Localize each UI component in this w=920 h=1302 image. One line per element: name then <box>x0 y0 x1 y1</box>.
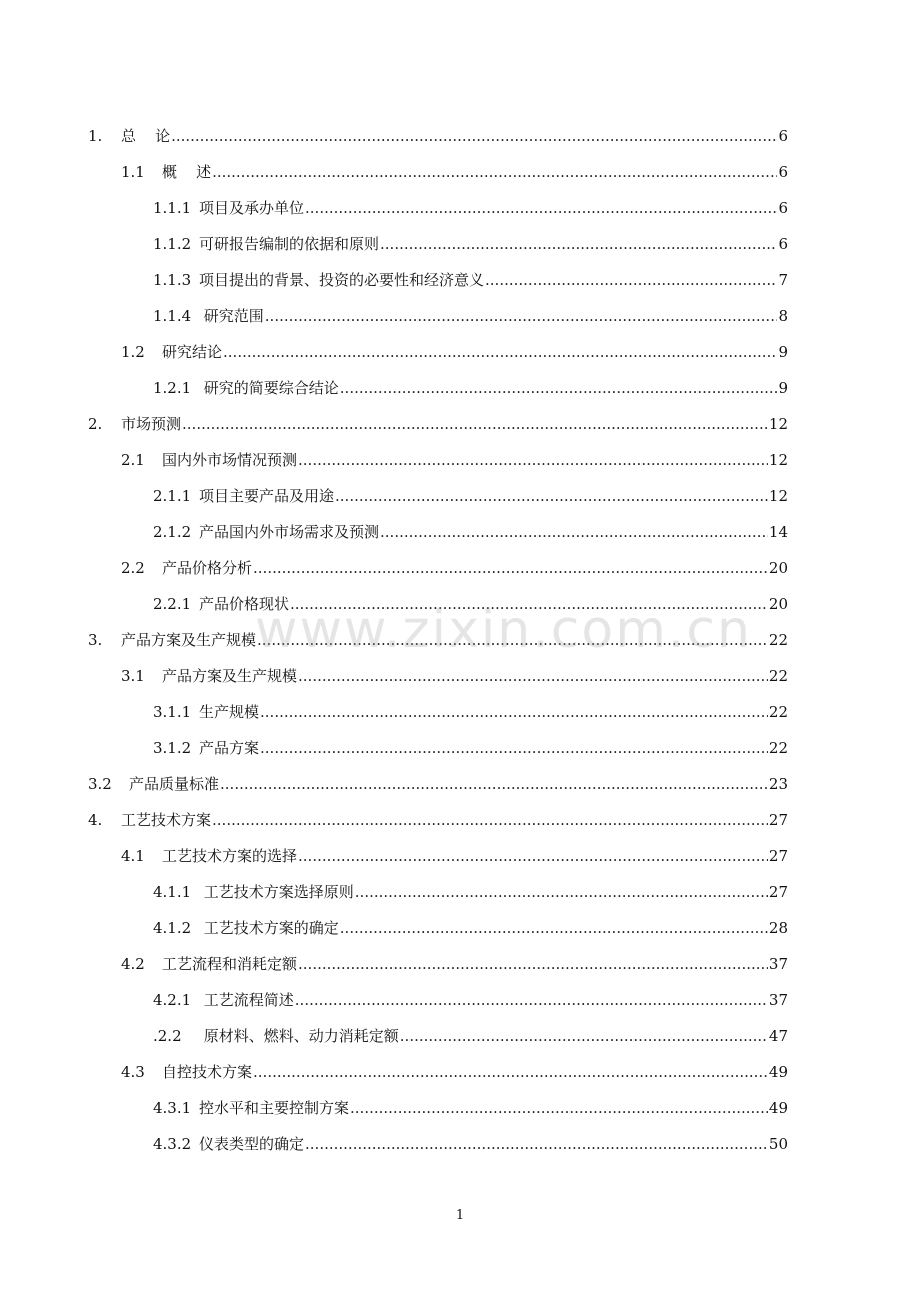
toc-entry-page: 12 <box>768 451 788 469</box>
toc-entry-title: 国内外市场情况预测 <box>162 451 298 469</box>
toc-entry[interactable] <box>153 736 788 760</box>
toc-entry-title: 原材料、燃料、动力消耗定额 <box>199 1027 399 1045</box>
toc-leader-dots <box>253 556 768 580</box>
toc-entry-title: 工艺技术方案的选择 <box>162 847 298 865</box>
toc-entry-page: 6 <box>778 235 788 253</box>
toc-leader-dots <box>257 628 768 652</box>
toc-entry[interactable] <box>153 1096 788 1120</box>
toc-entry-page: 8 <box>778 307 788 325</box>
toc-entry[interactable] <box>153 304 788 328</box>
toc-entry[interactable] <box>88 628 788 652</box>
toc-entry-page: 22 <box>768 739 788 757</box>
toc-entry-title: 产品价格现状 <box>199 595 290 613</box>
toc-entry[interactable] <box>121 160 788 184</box>
toc-entry-number: 1. <box>88 127 103 145</box>
toc-entry-page: 23 <box>768 775 788 793</box>
toc-leader-dots <box>305 1132 768 1156</box>
toc-entry-page: 12 <box>768 415 788 433</box>
toc-leader-dots <box>335 484 768 508</box>
toc-entry[interactable] <box>153 700 788 724</box>
toc-entry-number: 1.2 <box>121 343 145 361</box>
toc-entry-title: 产品质量标准 <box>129 775 220 793</box>
toc-entry-title: 控水平和主要控制方案 <box>199 1099 350 1117</box>
toc-leader-dots <box>340 916 768 940</box>
toc-leader-dots <box>220 772 768 796</box>
toc-entry-number: 3.1 <box>121 667 145 685</box>
toc-entry-number: 3.2 <box>88 775 112 793</box>
toc-entry-page: 22 <box>768 631 788 649</box>
toc-entry-page: 9 <box>778 379 788 397</box>
toc-entry-title: 产品方案 <box>199 739 260 757</box>
toc-entry-number: 4.1.2 <box>153 919 192 937</box>
toc-entry[interactable] <box>153 196 788 220</box>
toc-entry-page: 27 <box>768 883 788 901</box>
toc-leader-dots <box>298 664 768 688</box>
toc-entry-title: 产品国内外市场需求及预测 <box>199 523 380 541</box>
toc-entry-page: 6 <box>778 163 788 181</box>
toc-entry-page: 7 <box>778 271 788 289</box>
toc-entry[interactable] <box>153 1024 788 1048</box>
toc-leader-dots <box>298 844 768 868</box>
toc-leader-dots <box>212 808 768 832</box>
toc-entry-number: 3.1.2 <box>153 739 192 757</box>
toc-entry-number: 4.3.2 <box>153 1135 192 1153</box>
toc-entry-number: 4.3 <box>121 1063 145 1081</box>
toc-entry-number: 4.1.1 <box>153 883 192 901</box>
toc-entry-number: 2.2.1 <box>153 595 192 613</box>
toc-entry-title: 研究结论 <box>162 343 223 361</box>
toc-entry-title: 项目主要产品及用途 <box>199 487 335 505</box>
toc-entry[interactable] <box>121 844 788 868</box>
toc-entry[interactable] <box>121 340 788 364</box>
toc-entry-number: 2. <box>88 415 103 433</box>
toc-entry-number: 1.2.1 <box>153 379 192 397</box>
toc-entry-page: 20 <box>768 595 788 613</box>
toc-entry-page: 27 <box>768 847 788 865</box>
toc-entry-page: 37 <box>768 991 788 1009</box>
toc-entry[interactable] <box>88 772 788 796</box>
toc-leader-dots <box>485 268 777 292</box>
toc-entry[interactable] <box>153 592 788 616</box>
toc-entry[interactable] <box>121 664 788 688</box>
toc-entry-title: 项目提出的背景、投资的必要性和经济意义 <box>199 271 485 289</box>
toc-entry-page: 20 <box>768 559 788 577</box>
toc-entry[interactable] <box>153 880 788 904</box>
toc-entry[interactable] <box>121 448 788 472</box>
toc-entry-number: 1.1.3 <box>153 271 192 289</box>
toc-entry-page: 22 <box>768 667 788 685</box>
toc-entry[interactable] <box>88 808 788 832</box>
toc-leader-dots <box>212 160 777 184</box>
toc-entry-page: 12 <box>768 487 788 505</box>
toc-entry[interactable] <box>153 916 788 940</box>
toc-entry-page: 50 <box>768 1135 788 1153</box>
toc-entry[interactable] <box>153 232 788 256</box>
toc-entry-number: .2.2 <box>153 1027 182 1045</box>
toc-entry-title: 工艺技术方案 <box>121 811 212 829</box>
toc-entry-title: 可研报告编制的依据和原则 <box>199 235 380 253</box>
toc-entry-number: 3.1.1 <box>153 703 192 721</box>
toc-entry-title: 仪表类型的确定 <box>199 1135 305 1153</box>
toc-leader-dots <box>298 952 768 976</box>
toc-entry-number: 2.1 <box>121 451 145 469</box>
toc-entry[interactable] <box>121 1060 788 1084</box>
toc-entry[interactable] <box>153 376 788 400</box>
toc-entry[interactable] <box>121 556 788 580</box>
toc-entry-page: 37 <box>768 955 788 973</box>
toc-entry-page: 49 <box>768 1099 788 1117</box>
toc-entry[interactable] <box>153 520 788 544</box>
toc-entry-title: 产品方案及生产规模 <box>121 631 257 649</box>
toc-entry-number: 2.2 <box>121 559 145 577</box>
toc-entry-title: 产品方案及生产规模 <box>162 667 298 685</box>
toc-leader-dots <box>290 592 768 616</box>
toc-leader-dots <box>260 700 768 724</box>
toc-leader-dots <box>171 124 777 148</box>
toc-entry-title: 项目及承办单位 <box>199 199 305 217</box>
toc-entry-title: 概 述 <box>162 163 212 181</box>
toc-leader-dots <box>295 988 768 1012</box>
toc-entry-number: 2.1.2 <box>153 523 192 541</box>
toc-entry[interactable] <box>88 412 788 436</box>
toc-entry-page: 22 <box>768 703 788 721</box>
toc-entry-title: 研究的简要综合结论 <box>199 379 339 397</box>
toc-leader-dots <box>253 1060 768 1084</box>
toc-entry-page: 14 <box>768 523 788 541</box>
toc-entry-title: 生产规模 <box>199 703 260 721</box>
toc-entry-page: 49 <box>768 1063 788 1081</box>
toc-leader-dots <box>350 1096 768 1120</box>
toc-entry[interactable] <box>88 124 788 148</box>
toc-leader-dots <box>380 232 777 256</box>
toc-entry-title: 工艺技术方案选择原则 <box>199 883 354 901</box>
toc-leader-dots <box>182 412 768 436</box>
toc-entry-number: 1.1.4 <box>153 307 192 325</box>
toc-entry[interactable] <box>121 952 788 976</box>
toc-entry-number: 3. <box>88 631 103 649</box>
toc-entry[interactable] <box>153 268 788 292</box>
toc-leader-dots <box>355 880 768 904</box>
toc-entry-title: 工艺技术方案的确定 <box>199 919 339 937</box>
toc-entry-number: 1.1 <box>121 163 145 181</box>
toc-entry-page: 6 <box>778 199 788 217</box>
toc-leader-dots <box>340 376 778 400</box>
toc-entry-page: 9 <box>778 343 788 361</box>
toc-entry[interactable] <box>153 1132 788 1156</box>
toc-entry-number: 4.2.1 <box>153 991 192 1009</box>
toc-entry-page: 27 <box>768 811 788 829</box>
toc-leader-dots <box>380 520 768 544</box>
toc-entry-number: 2.1.1 <box>153 487 192 505</box>
toc-entry-title: 工艺流程和消耗定额 <box>162 955 298 973</box>
toc-entry-number: 4.1 <box>121 847 145 865</box>
toc-entry-number: 4. <box>88 811 103 829</box>
toc-entry-title: 市场预测 <box>121 415 182 433</box>
toc-leader-dots <box>400 1024 768 1048</box>
toc-entry-title: 研究范围 <box>199 307 264 325</box>
toc-entry-page: 6 <box>778 127 788 145</box>
toc-entry[interactable] <box>153 988 788 1012</box>
toc-entry-title: 工艺流程简述 <box>199 991 294 1009</box>
toc-entry-number: 1.1.2 <box>153 235 192 253</box>
toc-entry-number: 4.2 <box>121 955 145 973</box>
toc-entry-page: 28 <box>768 919 788 937</box>
watermark: www.zixin.com.cn <box>255 600 752 660</box>
toc-leader-dots <box>265 304 778 328</box>
page-number-footer: 1 <box>455 1208 465 1223</box>
toc-leader-dots <box>305 196 777 220</box>
toc-entry-number: 1.1.1 <box>153 199 192 217</box>
toc-entry-page: 47 <box>768 1027 788 1045</box>
toc-entry-title: 总 论 <box>121 127 171 145</box>
toc-entry-title: 自控技术方案 <box>162 1063 253 1081</box>
toc-entry-number: 4.3.1 <box>153 1099 192 1117</box>
toc-leader-dots <box>298 448 768 472</box>
toc-leader-dots <box>223 340 777 364</box>
toc-leader-dots <box>260 736 768 760</box>
toc-entry[interactable] <box>153 484 788 508</box>
toc-entry-title: 产品价格分析 <box>162 559 253 577</box>
